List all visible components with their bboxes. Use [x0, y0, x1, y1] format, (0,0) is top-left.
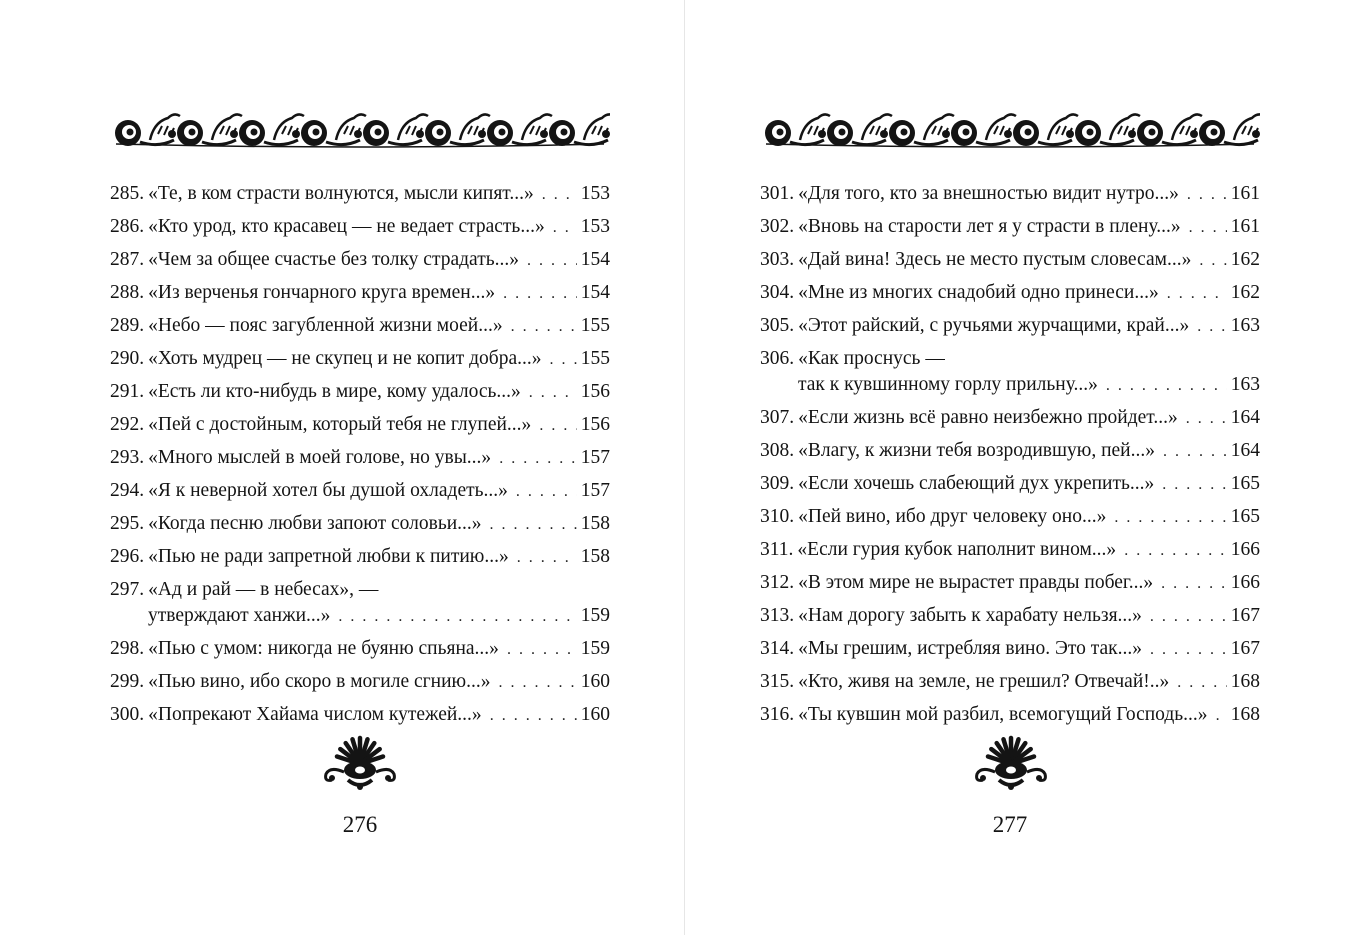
- scroll-motif: [1013, 114, 1078, 146]
- entry-title: «Если хочешь слабеющий дух укрепить...»: [798, 473, 1155, 494]
- entry-page: 165: [1230, 506, 1260, 527]
- scroll-motif: [239, 114, 304, 146]
- dot-leader: [1186, 403, 1227, 435]
- scroll-motif: [765, 114, 830, 146]
- entry-page: 166: [1230, 572, 1260, 593]
- toc-entry: [110, 343, 610, 376]
- dot-leader: [511, 311, 577, 343]
- entry-page: 156: [580, 381, 610, 402]
- entry-title: «Влагу, к жизни тебя возродившую, пей...»: [798, 440, 1155, 461]
- dot-leader: [1216, 700, 1227, 732]
- scroll-motif: [827, 114, 892, 146]
- entry-number: 299.: [110, 671, 145, 692]
- entry-title: «Небо — пояс загубленной жизни моей...»: [148, 315, 503, 336]
- toc-entry: [760, 501, 1260, 534]
- entry-number: 291.: [110, 381, 145, 402]
- entry-page: 167: [1230, 638, 1260, 659]
- entry-number: 307.: [760, 407, 795, 428]
- entry-page: 159: [580, 605, 610, 626]
- entry-number: 305.: [760, 315, 795, 336]
- toc-entry: [760, 310, 1260, 343]
- dot-leader: [517, 542, 577, 574]
- entry-title: «Для того, кто за внешностью видит нутро...»: [798, 183, 1179, 204]
- entry-page: 162: [1230, 282, 1260, 303]
- entry-title: «Из верченья гончарного круга времен...»: [148, 282, 496, 303]
- entry-number: 285.: [110, 183, 145, 204]
- entry-page: 153: [580, 216, 610, 237]
- toc-entry: [760, 666, 1260, 699]
- dot-leader: [1199, 245, 1226, 277]
- scroll-motif: [363, 114, 428, 146]
- entry-number: 301.: [760, 183, 795, 204]
- entry-number: 288.: [110, 282, 145, 303]
- entry-title: «Пью с умом: никогда не буяню спьяна...»: [148, 638, 499, 659]
- scroll-motif: [549, 114, 610, 146]
- entry-title: «В этом мире не вырастет правды побег...»: [798, 572, 1154, 593]
- entry-number: 292.: [110, 414, 145, 435]
- dot-leader: [1189, 212, 1227, 244]
- entry-number: 315.: [760, 671, 795, 692]
- entry-title-continued: утверждают ханжи...»: [148, 605, 331, 626]
- entry-title: «Попрекают Хайама числом кутежей...»: [148, 704, 482, 725]
- right-page: [685, 0, 1370, 935]
- dot-leader: [1161, 568, 1227, 600]
- toc-entry: [760, 699, 1260, 732]
- entry-number: 309.: [760, 473, 795, 494]
- dot-leader: [1114, 502, 1226, 534]
- dot-leader: [1162, 469, 1226, 501]
- scroll-motif: [115, 114, 180, 146]
- entry-number: 308.: [760, 440, 795, 461]
- toc-entry: [760, 211, 1260, 244]
- toc-entry: [110, 508, 610, 541]
- toc-entry: [110, 310, 610, 343]
- entry-title: «Вновь на старости лет я у страсти в плену...»: [798, 216, 1181, 237]
- entry-number: 286.: [110, 216, 145, 237]
- scroll-motif: [301, 114, 366, 146]
- page-number: 276: [342, 812, 378, 837]
- dot-leader: [490, 509, 577, 541]
- entry-title: «Ты кувшин мой разбил, всемогущий Господь...»: [798, 704, 1208, 725]
- palmette-motif: [326, 738, 395, 790]
- entry-page: 160: [580, 671, 610, 692]
- dot-leader: [553, 212, 577, 244]
- entry-title: «Я к неверной хотел бы душой охладеть...»: [148, 480, 508, 501]
- entry-page: 158: [580, 513, 610, 534]
- entry-title: «Мне из многих снадобий одно принеси...»: [798, 282, 1159, 303]
- entry-number: 310.: [760, 506, 795, 527]
- entry-title: «Чем за общее счастье без толку страдать...»: [148, 249, 519, 270]
- dot-leader: [498, 667, 576, 699]
- entry-title: «Если жизнь всё равно неизбежно пройдет...»: [798, 407, 1178, 428]
- entry-title: «Есть ли кто-нибудь в мире, кому удалось...»: [148, 381, 521, 402]
- toc-entry: [760, 343, 1260, 402]
- entry-title-continued: так к кувшинному горлу прильну...»: [798, 374, 1098, 395]
- entry-page: 165: [1230, 473, 1260, 494]
- entry-number: 304.: [760, 282, 795, 303]
- toc-entry: [110, 633, 610, 666]
- dot-leader: [499, 443, 577, 475]
- toc-entry: [760, 600, 1260, 633]
- entry-page: 168: [1230, 671, 1260, 692]
- entry-page: 157: [580, 480, 610, 501]
- dot-leader: [1106, 373, 1227, 399]
- entry-title: «Пью вино, ибо скоро в могиле сгнию...»: [148, 671, 491, 692]
- toc-list: [760, 178, 1260, 732]
- entry-title: «Пью не ради запретной любви к питию...»: [148, 546, 509, 567]
- toc-entry: [760, 244, 1260, 277]
- entry-number: 296.: [110, 546, 145, 567]
- page-number: 277: [992, 812, 1028, 837]
- dot-leader: [1177, 667, 1227, 699]
- entry-number: 295.: [110, 513, 145, 534]
- entry-page: 160: [580, 704, 610, 725]
- entry-number: 297.: [110, 579, 145, 600]
- entry-page: 158: [580, 546, 610, 567]
- entry-number: 316.: [760, 704, 795, 725]
- entry-page: 163: [1230, 374, 1260, 395]
- toc-list: [110, 178, 610, 732]
- entry-title: «Мы грешим, истребляя вино. Это так...»: [798, 638, 1142, 659]
- toc-entry: [760, 402, 1260, 435]
- toc-entry: [110, 442, 610, 475]
- entry-title: «Пей вино, ибо друг человеку оно...»: [798, 506, 1107, 527]
- entry-page: 161: [1230, 183, 1260, 204]
- entry-number: 303.: [760, 249, 795, 270]
- scroll-motif: [1075, 114, 1140, 146]
- toc-entry: [760, 178, 1260, 211]
- entry-title: «Хоть мудрец — не скупец и не копит добра...»: [148, 348, 542, 369]
- palmette-ornament-icon: [971, 734, 1051, 792]
- toc-entry: [760, 534, 1260, 567]
- entry-number: 298.: [110, 638, 145, 659]
- entry-title: «Кто урод, кто красавец — не ведает страсть...»: [148, 216, 545, 237]
- palmette-motif: [977, 738, 1046, 790]
- toc-entry: [110, 211, 610, 244]
- dot-leader: [1197, 311, 1227, 343]
- scroll-motif: [177, 114, 242, 146]
- entry-number: 287.: [110, 249, 145, 270]
- dot-leader: [1150, 601, 1227, 633]
- scroll-motif: [487, 114, 552, 146]
- dot-leader: [1150, 634, 1227, 666]
- scroll-ornament-icon: [760, 104, 1260, 150]
- scroll-ornament-icon: [110, 104, 610, 150]
- entry-page: 164: [1230, 407, 1260, 428]
- toc-entry: [110, 574, 610, 633]
- entry-number: 293.: [110, 447, 145, 468]
- dot-leader: [1163, 436, 1227, 468]
- dot-leader: [550, 344, 577, 376]
- toc-entry: [110, 376, 610, 409]
- entry-page: 156: [580, 414, 610, 435]
- dot-leader: [539, 410, 576, 442]
- entry-page: 162: [1230, 249, 1260, 270]
- dot-leader: [1167, 278, 1227, 310]
- entry-title: «Если гурия кубок наполнит вином...»: [797, 539, 1117, 560]
- scroll-motif: [1199, 114, 1260, 146]
- entry-page: 159: [580, 638, 610, 659]
- entry-page: 157: [580, 447, 610, 468]
- entry-number: 294.: [110, 480, 145, 501]
- toc-entry: [110, 277, 610, 310]
- dot-leader: [490, 700, 577, 732]
- entry-page: 168: [1230, 704, 1260, 725]
- entry-page: 154: [580, 249, 610, 270]
- entry-title: «Когда песню любви запоют соловьи...»: [148, 513, 482, 534]
- toc-entry: [110, 178, 610, 211]
- entry-number: 312.: [760, 572, 795, 593]
- entry-page: 154: [580, 282, 610, 303]
- dot-leader: [1124, 535, 1227, 567]
- scroll-motif: [889, 114, 954, 146]
- dot-leader: [542, 179, 577, 211]
- scroll-motif: [425, 114, 490, 146]
- entry-number: 300.: [110, 704, 145, 725]
- scroll-motif: [1137, 114, 1202, 146]
- entry-number: 313.: [760, 605, 795, 626]
- entry-number: 311.: [760, 539, 794, 560]
- entry-title: «Как проснусь —: [798, 348, 945, 369]
- entry-title: «Пей с достойным, который тебя не глупей...»: [148, 414, 532, 435]
- palmette-ornament-icon: [320, 734, 400, 792]
- entry-page: 166: [1230, 539, 1260, 560]
- entry-page: 161: [1230, 216, 1260, 237]
- toc-entry: [110, 541, 610, 574]
- toc-entry: [760, 435, 1260, 468]
- entry-title: «Дай вина! Здесь не место пустым словесам...»: [798, 249, 1192, 270]
- toc-entry: [110, 699, 610, 732]
- entry-title: «Кто, живя на земле, не грешил? Отвечай!..»: [798, 671, 1170, 692]
- scroll-motif: [951, 114, 1016, 146]
- left-page: [0, 0, 684, 935]
- entry-page: 163: [1230, 315, 1260, 336]
- entry-number: 306.: [760, 348, 795, 369]
- entry-title: «Те, в ком страсти волнуются, мысли кипят...»: [148, 183, 534, 204]
- entry-title: «Нам дорогу забыть к харабату нельзя...»: [798, 605, 1142, 626]
- entry-page: 155: [580, 315, 610, 336]
- dot-leader: [1187, 179, 1227, 211]
- entry-title: «Ад и рай — в небесах», —: [148, 579, 379, 600]
- entry-number: 302.: [760, 216, 795, 237]
- toc-entry: [110, 409, 610, 442]
- entry-number: 314.: [760, 638, 795, 659]
- entry-page: 167: [1230, 605, 1260, 626]
- toc-entry: [760, 468, 1260, 501]
- dot-leader: [338, 604, 576, 630]
- dot-leader: [507, 634, 577, 666]
- entry-title: «Много мыслей в моей голове, но увы...»: [148, 447, 492, 468]
- entry-page: 155: [580, 348, 610, 369]
- toc-entry: [110, 666, 610, 699]
- entry-page: 153: [580, 183, 610, 204]
- toc-entry: [760, 567, 1260, 600]
- dot-leader: [527, 245, 577, 277]
- dot-leader: [529, 377, 577, 409]
- entry-number: 289.: [110, 315, 145, 336]
- toc-entry: [110, 244, 610, 277]
- entry-title: «Этот райский, с ручьями журчащими, край...»: [798, 315, 1190, 336]
- dot-leader: [503, 278, 577, 310]
- dot-leader: [516, 476, 577, 508]
- entry-number: 290.: [110, 348, 145, 369]
- toc-entry: [760, 277, 1260, 310]
- toc-entry: [760, 633, 1260, 666]
- toc-entry: [110, 475, 610, 508]
- entry-page: 164: [1230, 440, 1260, 461]
